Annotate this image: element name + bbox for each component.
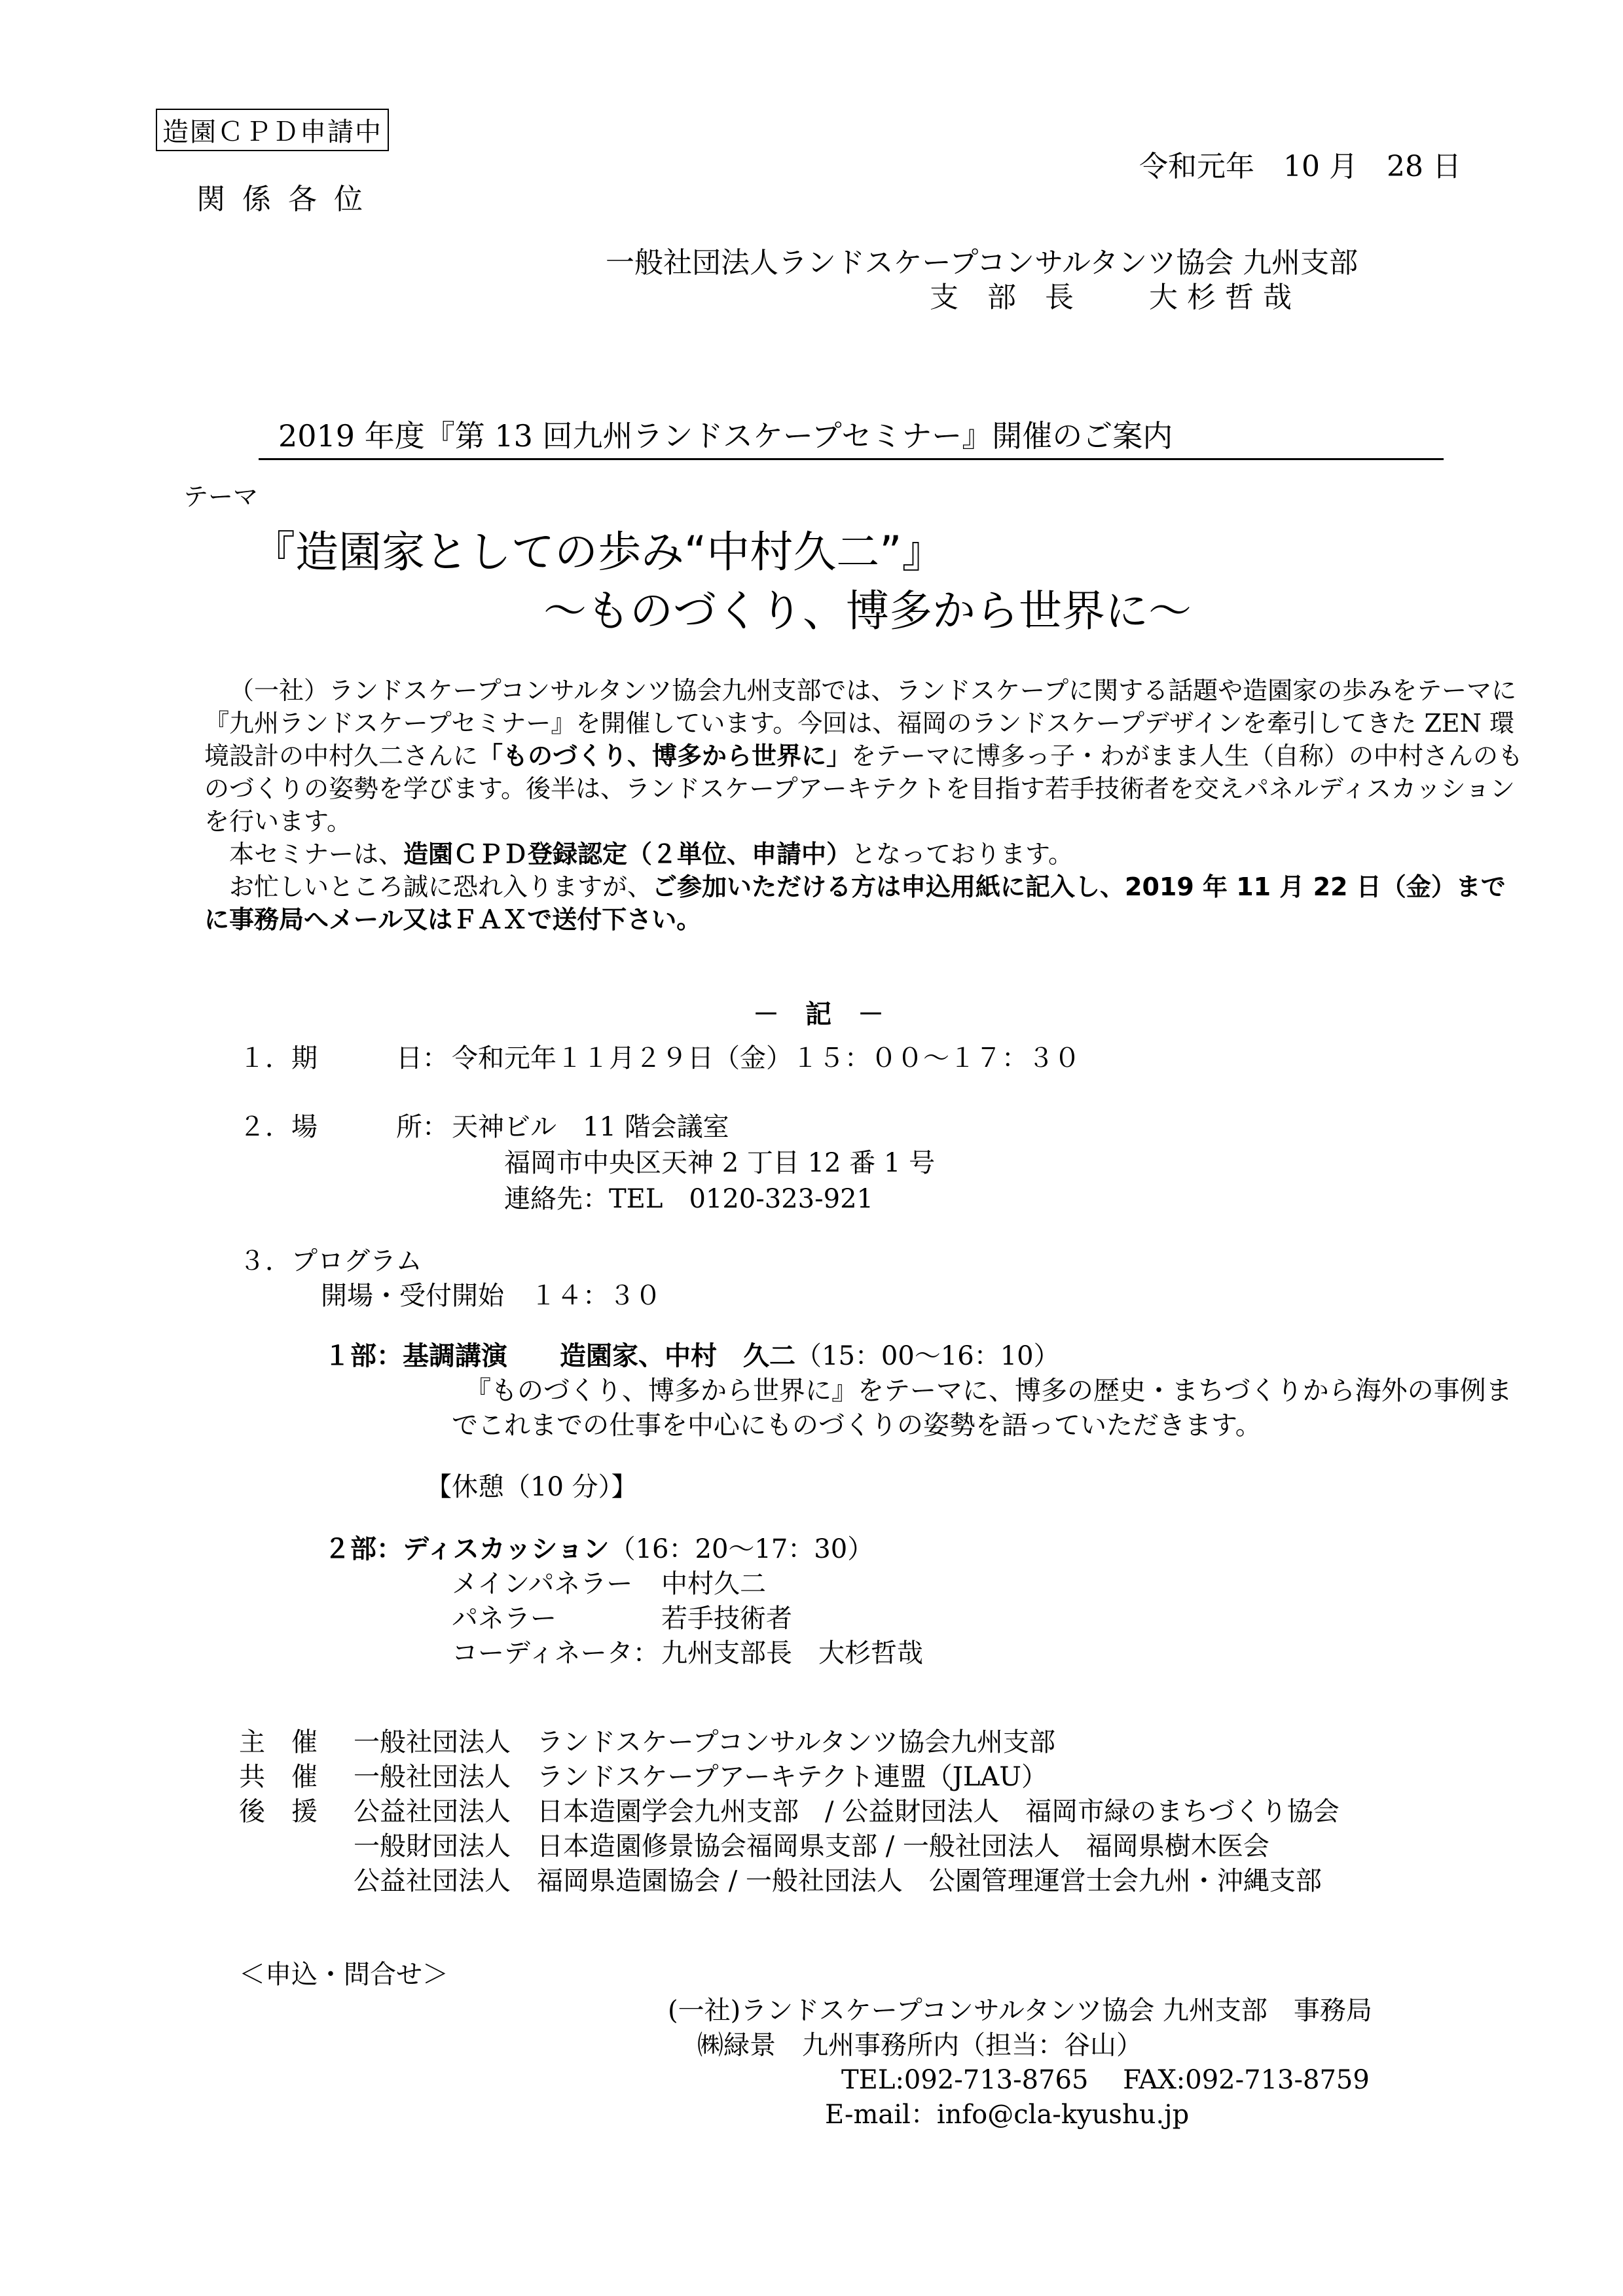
panelist-name: 若手技術者 bbox=[661, 1604, 792, 1634]
intro-paragraph-3 bbox=[204, 870, 1527, 936]
sender-role: 支 部 長 bbox=[930, 281, 1074, 314]
host-label: 主 催 bbox=[239, 1727, 318, 1757]
intro-paragraph-2 bbox=[204, 838, 1527, 870]
intro-p2-text-continued: となっております。 bbox=[851, 840, 1073, 869]
cpd-credit-emphasis: 造園ＣＰＤ登録認定（２単位、申請中） bbox=[403, 840, 852, 869]
intro-p3-text: お忙しいところ誠に恐れ入りますが、 bbox=[229, 872, 653, 901]
break-notice: 【休憩（10 分）】 bbox=[426, 1472, 638, 1502]
document-date: 令和元年 10 月 28 日 bbox=[1139, 150, 1461, 183]
supporters-line3: 公益社団法人 福岡県造園協会 / 一般社団法人 公園管理運営士会九州・沖縄支部 bbox=[354, 1866, 1322, 1896]
program-label: ３．プログラム bbox=[239, 1246, 422, 1276]
date-label: １．期 日： bbox=[239, 1043, 448, 1073]
sender-organization: 一般社団法人ランドスケープコンサルタンツ協会 九州支部 bbox=[606, 246, 1359, 279]
part1-description-line2: でこれまでの仕事を中心にものづくりの姿勢を語っていただきます。 bbox=[452, 1410, 1262, 1441]
sender-name: 大 杉 哲 哉 bbox=[1149, 281, 1292, 314]
intro-p2-text: 本セミナーは、 bbox=[229, 840, 404, 869]
part1-time: （15：00～16：10） bbox=[795, 1341, 1060, 1371]
program-opening: 開場・受付開始 １４：３０ bbox=[321, 1281, 661, 1311]
intro-text bbox=[204, 674, 1527, 936]
ki-heading: － 記 － bbox=[753, 999, 884, 1030]
intro-p1-text-continued: をテーマに博多っ子・わがまま人生（自称）の中村さんのものづくりの姿勢を学びます。後半は、ランドスケープアーキテクトを目指す若手技術者を交えパネルディスカッションを行います。 bbox=[204, 742, 1523, 836]
coordinator-name: 九州支部長 大杉哲哉 bbox=[661, 1638, 923, 1668]
deadline-emphasis: ご参加いただける方は申込用紙に記入し、2019 年 11 月 22 日（金）までに事務局へメール又はＦＡＸで送付下さい。 bbox=[204, 872, 1506, 934]
contact-email[interactable]: E-mail：info@cla-kyushu.jp bbox=[825, 2100, 1190, 2130]
part1-title: １部：基調講演 造園家、中村 久二 bbox=[324, 1341, 795, 1371]
venue-contact: 連絡先：TEL 0120-323-921 bbox=[504, 1184, 873, 1214]
part2-time: （16：20～17：30） bbox=[609, 1534, 874, 1564]
coordinator-role: コーディネータ： bbox=[452, 1638, 659, 1668]
support-label: 後 援 bbox=[239, 1797, 318, 1827]
host-organization: 一般社団法人 ランドスケープコンサルタンツ協会九州支部 bbox=[354, 1727, 1055, 1757]
venue-name: 天神ビル 11 階会議室 bbox=[452, 1112, 729, 1142]
place-label: ２．場 所： bbox=[239, 1112, 448, 1142]
contact-heading: ＜申込・問合せ＞ bbox=[239, 1960, 448, 1990]
co-host-label: 共 催 bbox=[239, 1762, 318, 1792]
cpd-status-badge: 造園ＣＰＤ申請中 bbox=[156, 109, 389, 151]
co-host-organization: 一般社団法人 ランドスケープアーキテクト連盟（JLAU） bbox=[354, 1762, 1048, 1792]
panelist-main-role: メインパネラー bbox=[452, 1569, 633, 1599]
panelist-role: パネラー bbox=[452, 1604, 556, 1634]
part2-title: ２部：ディスカッション bbox=[324, 1534, 610, 1564]
theme-label: テーマ bbox=[183, 482, 259, 511]
intro-paragraph-1 bbox=[204, 674, 1527, 838]
intro-p1-emphasis: 「ものづくり、博多から世界に」 bbox=[478, 742, 852, 770]
recipients: 関 係 各 位 bbox=[196, 183, 367, 216]
venue-address: 福岡市中央区天神 2 丁目 12 番 1 号 bbox=[504, 1148, 936, 1178]
supporters-line2: 一般財団法人 日本造園修景協会福岡県支部 / 一般社団法人 福岡県樹木医会 bbox=[354, 1831, 1269, 1861]
contact-office: ㈱緑景 九州事務所内（担当：谷山） bbox=[697, 2030, 1142, 2060]
event-date: 令和元年１１月２９日（金）１５：００～１７：３０ bbox=[452, 1043, 1080, 1073]
contact-organization: (一社)ランドスケープコンサルタンツ協会 九州支部 事務局 bbox=[668, 1996, 1372, 2026]
contact-phone-fax: TEL:092-713-8765 FAX:092-713-8759 bbox=[841, 2065, 1370, 2095]
part2-heading bbox=[324, 1528, 873, 1566]
part1-description-line1: 『ものづくり、博多から世界に』をテーマに、博多の歴史・まちづくりから海外の事例ま bbox=[465, 1376, 1512, 1406]
theme-main-title: 『造園家としての歩み“中村久二”』 bbox=[252, 527, 945, 577]
supporters-line1: 公益社団法人 日本造園学会九州支部 / 公益財団法人 福岡市緑のまちづくり協会 bbox=[354, 1797, 1340, 1827]
theme-subtitle: ～ものづくり、博多から世界に～ bbox=[543, 586, 1192, 636]
intro-p1-text: （一社）ランドスケープコンサルタンツ協会九州支部では、ランドスケープに関する話題や造園家の歩みをテーマに『九州ランドスケープセミナー』を開催しています。今回は、福岡のランドスケープデザインを牽引してきた ZEN 環境設計の中村久二さんに bbox=[204, 676, 1517, 770]
document-title: 2019 年度『第 13 回九州ランドスケープセミナー』開催のご案内 bbox=[259, 412, 1444, 460]
part1-heading bbox=[324, 1335, 1060, 1372]
panelist-main-name: 中村久二 bbox=[661, 1569, 766, 1599]
